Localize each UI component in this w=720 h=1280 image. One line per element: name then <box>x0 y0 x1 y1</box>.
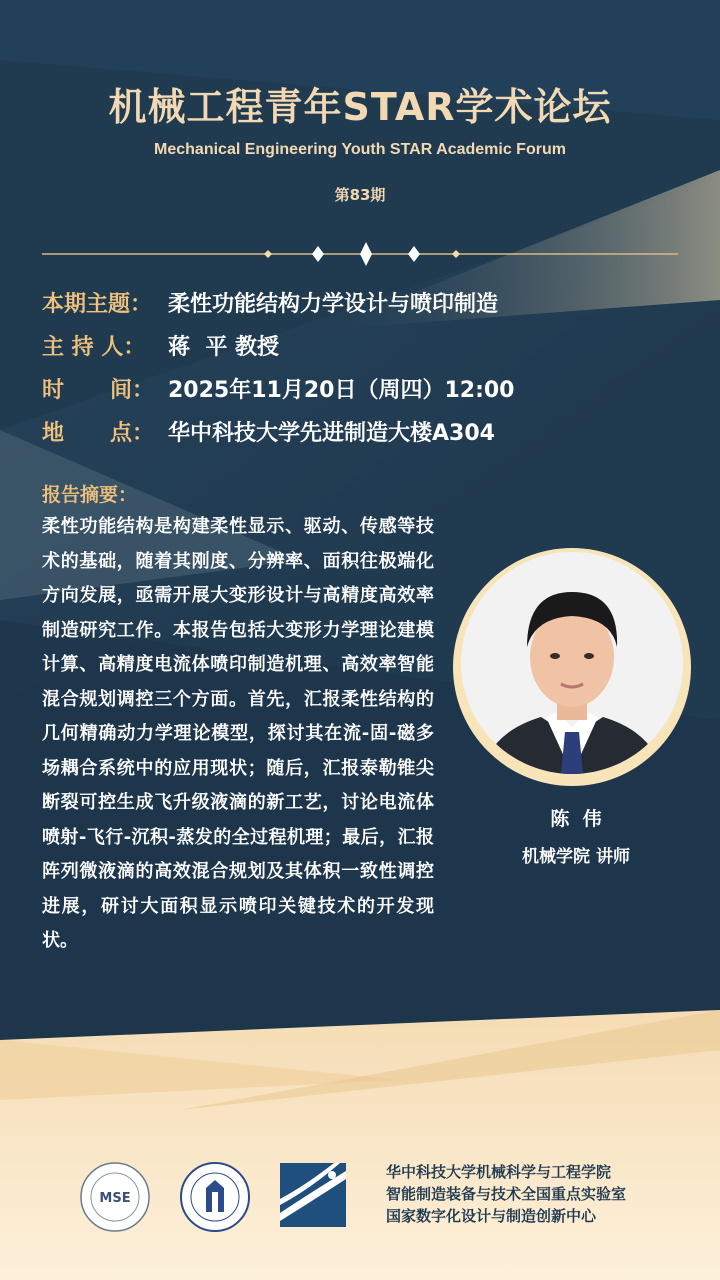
svg-text:MSE: MSE <box>99 1191 131 1206</box>
time-value: 2025年11月20日（周四）12:00 <box>168 378 515 403</box>
location-value: 华中科技大学先进制造大楼A304 <box>168 421 495 446</box>
forum-title: 机械工程青年STAR学术论坛 <box>108 85 612 129</box>
speaker-name: 陈 伟 <box>550 808 602 830</box>
lab-emblem-logo <box>180 1162 250 1232</box>
info-location <box>42 416 495 447</box>
info-host <box>42 330 279 361</box>
university-seal-logo <box>80 1162 150 1232</box>
organizer-line: 华中科技大学机械科学与工程学院 <box>386 1163 612 1181</box>
speaker-photo <box>461 552 683 774</box>
innovation-center-logo <box>280 1163 346 1227</box>
host-label: 主 持 人： <box>42 335 146 360</box>
abstract-text: 柔性功能结构是构建柔性显示、驱动、传感等技术的基础，随着其刚度、分辨率、面积往极端化方向发展，亟需开展大变形设计与高精度高效率制造研究工作。本报告包括大变形力学理论建模计算、高精度电流体喷印制造机理、高效率智能混合规划调控三个方面。首先，汇报柔性结构的几何精确动力学理论模型，探讨其在流-固-磁多场耦合系统中的应用现状；随后，汇报泰勒锥尖断裂可控生成飞升级液滴的新工艺，讨论电流体喷射-飞行-沉积-蒸发的全过程机理；最后，汇报阵列微液滴的高效混合规划及其体积一致性调控进展，研讨大面积显示喷印关键技术的开发现状。 <box>42 516 434 951</box>
ornamental-divider <box>42 240 678 270</box>
topic-value: 柔性功能结构力学设计与喷印制造 <box>168 292 499 317</box>
issue-number: 第83期 <box>334 186 386 204</box>
host-value: 蒋 平 教授 <box>168 335 279 360</box>
topic-label: 本期主题： <box>42 292 153 317</box>
location-label: 地 点： <box>42 421 154 446</box>
info-topic <box>42 287 498 318</box>
time-label: 时 间： <box>42 378 154 403</box>
organizer-line: 智能制造装备与技术全国重点实验室 <box>386 1185 627 1203</box>
forum-title-english: Mechanical Engineering Youth STAR Academic Forum <box>154 141 566 158</box>
organizers <box>386 1161 626 1227</box>
speaker-portrait <box>461 552 683 774</box>
speaker-title: 机械学院 讲师 <box>522 847 630 867</box>
info-time <box>42 373 515 404</box>
organizer-line: 国家数字化设计与制造创新中心 <box>386 1207 597 1225</box>
abstract-heading: 报告摘要： <box>42 484 138 506</box>
